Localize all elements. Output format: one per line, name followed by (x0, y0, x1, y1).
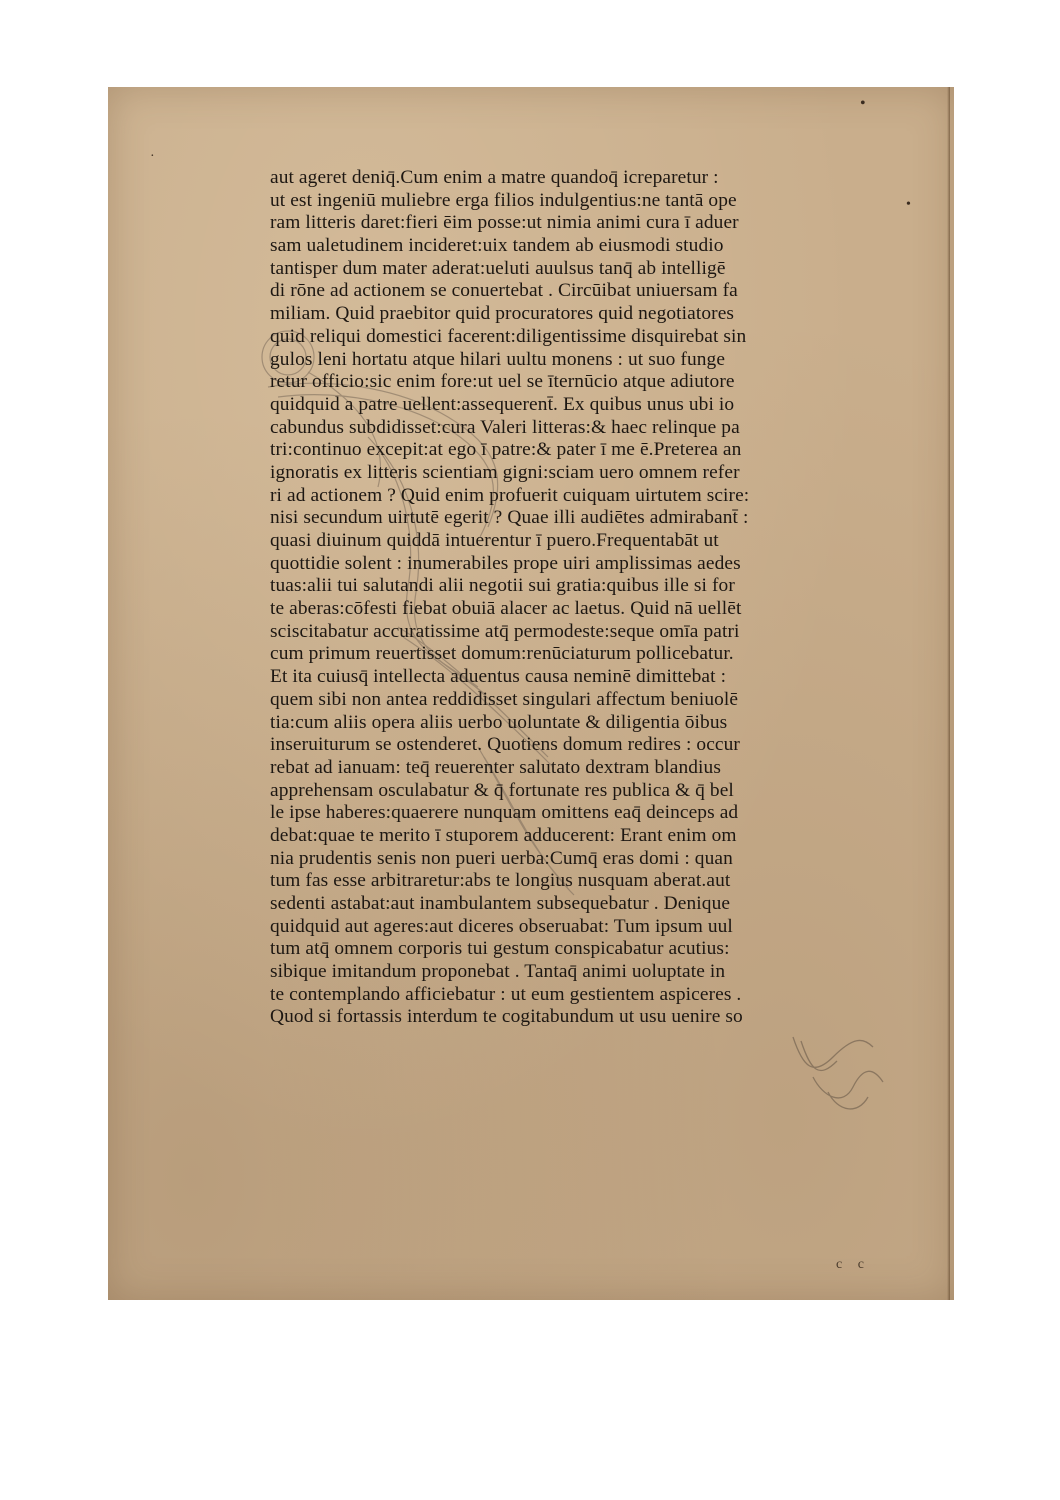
text-line: quasi diuinum quiddā intuerentur ī puero.Frequentabāt ut (270, 530, 719, 551)
text-line: tum atq̄ omnem corporis tui gestum conspicabatur acutius: (270, 938, 730, 960)
text-line: retur officio:sic enim fore:ut uel se īternūcio atque adiutore (270, 371, 735, 393)
text-line: nisi secundum uirtutē egerit ? Quae illi audiētes admirabant̄ : (270, 507, 749, 529)
text-line: gulos leni hortatu atque hilari uultu monens : ut suo funge (270, 348, 726, 370)
text-line: ri ad actionem ? Quid enim profuerit cuiquam uirtutem scire: (270, 484, 750, 506)
text-line: cum primum reuertisset domum:renūciaturum pollicebatur. (270, 643, 734, 665)
marginal-flourish-mark (783, 1027, 893, 1117)
text-line: ignoratis ex litteris scientiam gigni:sciam uero omnem refer (270, 461, 740, 483)
text-line: quid reliqui domestici facerent:diligentissime disquirebat sin (270, 325, 747, 347)
text-line: quem sibi non antea reddidisset singulari affectum beniuolē (270, 688, 739, 710)
catchword: c c (836, 1257, 870, 1272)
text-line: tia:cum aliis opera aliis uerbo uoluntate & diligentia ōibus (270, 711, 728, 733)
text-line: aut ageret deniq̄.Cum enim a matre quandoq̄ icreparetur : (270, 167, 719, 188)
text-block (270, 167, 880, 1029)
text-line: tuas:alii tui salutandi alii negotii sui gratia:quibus ille si for (270, 575, 735, 597)
text-line: apprehensam osculabatur & q̄ fortunate res publica & q̄ bel (270, 779, 734, 801)
text-line: quidquid a patre uellent:assequerent̄. Ex quibus unus ubi io (270, 393, 735, 415)
text-line: quidquid aut ageres:aut diceres obseruabat: Tum ipsum uul (270, 915, 733, 937)
text-line: miliam. Quid praebitor quid procuratores quid negotiatores (270, 303, 735, 325)
text-line: inseruiturum se ostenderet. Quotiens domum redires : occur (270, 734, 740, 756)
text-line: sibique imitandum proponebat . Tantaq̄ animi uoluptate in (270, 961, 726, 983)
text-line: nia prudentis senis non pueri uerba:Cumq̄ eras domi : quan (270, 847, 733, 869)
text-line: tum fas esse arbitraretur:abs te longius nusquam aberat.aut (270, 870, 731, 892)
text-line: cabundus subdidisset:cura Valeri litteras:& haec relinque pa (270, 416, 740, 438)
text-line: rebat ad ianuam: teq̄ reuerenter salutato dextram blandius (270, 756, 721, 778)
text-line: quottidie solent : inumerabiles prope uiri amplissimas aedes (270, 552, 741, 574)
margin-speck: · (150, 149, 155, 164)
text-line: le ipse haberes:quaerere nunquam omittens eaq̄ deinceps ad (270, 802, 739, 824)
text-line: te aberas:cōfesti fiebat obuiā alacer ac laetus. Quid nā uellēt (270, 598, 742, 620)
margin-speck: • (860, 95, 866, 112)
text-line: debat:quae te merito ī stuporem adducerent: Erant enim om (270, 824, 737, 846)
text-line: Quod si fortassis interdum te cogitabundum ut usu uenire so (270, 1006, 743, 1028)
text-line: ut est ingeniū muliebre erga filios indulgentius:ne tantā ope (270, 189, 737, 211)
text-line: te contemplando afficiebatur : ut eum gestientem aspiceres . (270, 983, 742, 1005)
manuscript-page (108, 87, 954, 1300)
text-line: tri:continuo excepit:at ego ī patre:& pater ī me ē.Preterea an (270, 439, 742, 461)
text-line: sedenti astabat:aut inambulantem subsequebatur . Denique (270, 893, 731, 914)
text-line: tantisper dum mater aderat:ueluti auulsus tanq̄ ab intelligē (270, 257, 726, 279)
text-line: di rōne ad actionem se conuertebat . Circūibat uniuersam fa (270, 280, 738, 302)
text-line: sciscitabatur accuratissime atq̄ permodeste:seque omīa patri (270, 620, 740, 642)
text-line: sam ualetudinem incideret:uix tandem ab eiusmodi studio (270, 235, 724, 257)
text-line: Et ita cuiusq̄ intellecta aduentus causa neminē dimittebat : (270, 666, 727, 688)
margin-speck: • (906, 197, 911, 212)
text-line: ram litteris daret:fieri ēim posse:ut nimia animi cura ī aduer (270, 212, 739, 234)
page-edge-shadow (947, 87, 950, 1300)
